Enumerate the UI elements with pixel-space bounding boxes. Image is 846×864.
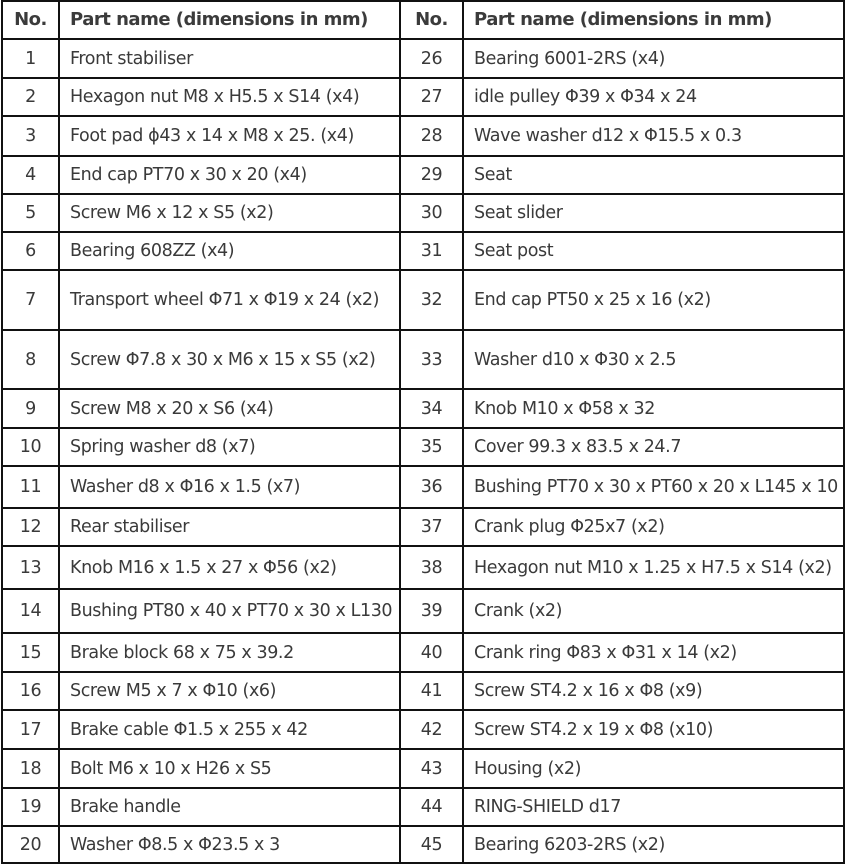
table-row [2, 749, 844, 788]
part-number: 42 [400, 710, 463, 749]
table-row [2, 710, 844, 749]
part-name: Seat post [463, 232, 844, 270]
table-row [2, 116, 844, 156]
table-row [2, 589, 844, 633]
part-name: Crank plug Φ25x7 (x2) [463, 508, 844, 546]
header-row [2, 1, 844, 39]
part-name: RING-SHIELD d17 [463, 788, 844, 826]
table-row [2, 194, 844, 232]
part-number: 30 [400, 194, 463, 232]
part-number: 35 [400, 428, 463, 466]
table-row [2, 389, 844, 428]
part-name: Screw M6 x 12 x S5 (x2) [59, 194, 400, 232]
table-row [2, 672, 844, 710]
table-row [2, 826, 844, 863]
part-number: 45 [400, 826, 463, 863]
parts-list-table [1, 0, 845, 864]
part-number: 4 [2, 156, 59, 194]
part-name: Screw M5 x 7 x Φ10 (x6) [59, 672, 400, 710]
part-name: Knob M10 x Φ58 x 32 [463, 389, 844, 428]
part-name: Foot pad ɸ43 x 14 x M8 x 25. (x4) [59, 116, 400, 156]
part-number: 33 [400, 330, 463, 389]
part-number: 14 [2, 589, 59, 633]
part-number: 8 [2, 330, 59, 389]
part-name: Bushing PT80 x 40 x PT70 x 30 x L130 [59, 589, 400, 633]
part-number: 3 [2, 116, 59, 156]
part-number: 17 [2, 710, 59, 749]
part-number: 28 [400, 116, 463, 156]
part-number: 6 [2, 232, 59, 270]
table-row [2, 508, 844, 546]
part-number: 5 [2, 194, 59, 232]
part-name: Spring washer d8 (x7) [59, 428, 400, 466]
part-name: Seat slider [463, 194, 844, 232]
part-name: Bearing 6001-2RS (x4) [463, 39, 844, 78]
part-name: End cap PT50 x 25 x 16 (x2) [463, 270, 844, 330]
part-name: Rear stabiliser [59, 508, 400, 546]
part-number: 9 [2, 389, 59, 428]
part-name: End cap PT70 x 30 x 20 (x4) [59, 156, 400, 194]
part-number: 13 [2, 546, 59, 589]
part-number: 18 [2, 749, 59, 788]
table-row [2, 428, 844, 466]
table-row [2, 39, 844, 78]
part-name: Brake handle [59, 788, 400, 826]
header-part-name-left: Part name (dimensions in mm) [59, 1, 400, 39]
part-name: Screw M8 x 20 x S6 (x4) [59, 389, 400, 428]
table-row [2, 232, 844, 270]
part-name: Hexagon nut M10 x 1.25 x H7.5 x S14 (x2) [463, 546, 844, 589]
part-number: 20 [2, 826, 59, 863]
part-number: 32 [400, 270, 463, 330]
part-number: 15 [2, 633, 59, 672]
part-number: 38 [400, 546, 463, 589]
header-no-left: No. [2, 1, 59, 39]
part-name: Hexagon nut M8 x H5.5 x S14 (x4) [59, 78, 400, 116]
part-name: Bolt M6 x 10 x H26 x S5 [59, 749, 400, 788]
part-name: Cover 99.3 x 83.5 x 24.7 [463, 428, 844, 466]
table-row [2, 633, 844, 672]
part-number: 16 [2, 672, 59, 710]
part-number: 2 [2, 78, 59, 116]
part-name: idle pulley Φ39 x Φ34 x 24 [463, 78, 844, 116]
part-name: Transport wheel Φ71 x Φ19 x 24 (x2) [59, 270, 400, 330]
part-name: Front stabiliser [59, 39, 400, 78]
header-part-name-right: Part name (dimensions in mm) [463, 1, 844, 39]
part-name: Screw ST4.2 x 19 x Φ8 (x10) [463, 710, 844, 749]
part-name: Bearing 608ZZ (x4) [59, 232, 400, 270]
part-number: 12 [2, 508, 59, 546]
part-number: 43 [400, 749, 463, 788]
header-no-right: No. [400, 1, 463, 39]
part-name: Brake block 68 x 75 x 39.2 [59, 633, 400, 672]
part-number: 34 [400, 389, 463, 428]
table-row [2, 788, 844, 826]
table-row [2, 466, 844, 508]
part-number: 27 [400, 78, 463, 116]
table-row [2, 78, 844, 116]
part-name: Bearing 6203-2RS (x2) [463, 826, 844, 863]
part-name: Wave washer d12 x Φ15.5 x 0.3 [463, 116, 844, 156]
part-number: 7 [2, 270, 59, 330]
part-number: 19 [2, 788, 59, 826]
part-name: Bushing PT70 x 30 x PT60 x 20 x L145 x 10 [463, 466, 844, 508]
table-row [2, 330, 844, 389]
part-number: 37 [400, 508, 463, 546]
part-name: Housing (x2) [463, 749, 844, 788]
part-number: 41 [400, 672, 463, 710]
part-name: Screw Φ7.8 x 30 x M6 x 15 x S5 (x2) [59, 330, 400, 389]
part-number: 36 [400, 466, 463, 508]
part-name: Washer d8 x Φ16 x 1.5 (x7) [59, 466, 400, 508]
part-name: Crank (x2) [463, 589, 844, 633]
part-number: 10 [2, 428, 59, 466]
table-row [2, 156, 844, 194]
part-name: Washer d10 x Φ30 x 2.5 [463, 330, 844, 389]
table-row [2, 546, 844, 589]
part-number: 44 [400, 788, 463, 826]
part-name: Crank ring Φ83 x Φ31 x 14 (x2) [463, 633, 844, 672]
part-number: 31 [400, 232, 463, 270]
part-name: Seat [463, 156, 844, 194]
part-name: Brake cable Φ1.5 x 255 x 42 [59, 710, 400, 749]
table-row [2, 270, 844, 330]
part-name: Washer Φ8.5 x Φ23.5 x 3 [59, 826, 400, 863]
part-number: 1 [2, 39, 59, 78]
part-number: 39 [400, 589, 463, 633]
part-number: 29 [400, 156, 463, 194]
part-number: 40 [400, 633, 463, 672]
part-name: Knob M16 x 1.5 x 27 x Φ56 (x2) [59, 546, 400, 589]
part-number: 11 [2, 466, 59, 508]
part-number: 26 [400, 39, 463, 78]
part-name: Screw ST4.2 x 16 x Φ8 (x9) [463, 672, 844, 710]
